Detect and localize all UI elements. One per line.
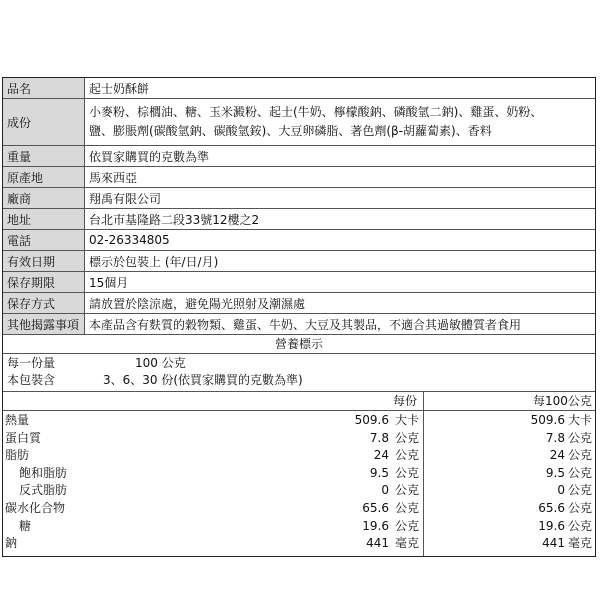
value-product-name: 起士奶酥餅	[89, 81, 150, 96]
nutrition-row	[3, 430, 595, 448]
nutrient-unit-per-serving: 公克	[395, 448, 420, 463]
nutrition-row	[3, 447, 595, 465]
nutrition-title: 營養標示	[3, 335, 595, 354]
label-storage: 保存方式	[3, 293, 85, 313]
nutrient-unit-per-serving: 公克	[395, 465, 420, 480]
nutrient-name: 鈉	[5, 536, 18, 551]
nutrition-row	[3, 482, 595, 500]
row-origin	[3, 167, 595, 188]
servings-per-pack-value: 3、6、30 份(依買家購買的克數為準)	[103, 373, 303, 387]
nutrient-unit-per-100g: 公克	[568, 500, 593, 515]
row-shelf-life	[3, 272, 595, 293]
label-expiry-date: 有效日期	[3, 251, 85, 271]
nutrient-value-per-serving: 441	[366, 536, 389, 551]
row-expiry-date	[3, 251, 595, 272]
value-address: 台北市基隆路二段33號12樓之2	[89, 212, 260, 227]
nutrient-value-per-100g: 19.6	[538, 518, 565, 533]
label-address: 地址	[3, 209, 85, 229]
nutrient-name: 熱量	[5, 413, 30, 427]
value-other-disclosure: 本產品含有麩質的穀物類、雞蛋、牛奶、大豆及其製品，不適合其過敏體質者食用	[89, 317, 522, 332]
label-shelf-life: 保存期限	[3, 272, 85, 292]
value-origin: 馬來西亞	[89, 170, 138, 185]
value-phone: 02-26334805	[89, 233, 170, 247]
value-storage: 請放置於陰涼處，避免陽光照射及潮濕處	[89, 296, 306, 311]
nutrient-name: 飽和脂肪	[19, 465, 68, 480]
row-phone	[3, 230, 595, 251]
nutrient-unit-per-serving: 公克	[395, 483, 420, 498]
nutrient-unit-per-100g: 大卡	[568, 413, 593, 427]
nutrient-name: 糖	[19, 518, 32, 533]
value-expiry-date: 標示於包裝上 (年/日/月)	[89, 254, 219, 269]
nutrient-value-per-serving: 0	[381, 483, 389, 498]
nutrient-unit-per-100g: 公克	[568, 465, 593, 480]
nutrition-row	[3, 412, 595, 430]
servings-per-pack-label: 本包裝含	[7, 373, 56, 387]
nutrient-unit-per-serving: 大卡	[395, 413, 420, 427]
nutrition-row	[3, 465, 595, 483]
nutrient-value-per-serving: 509.6	[354, 413, 389, 427]
nutrition-row	[3, 518, 595, 536]
label-phone: 電話	[3, 230, 85, 250]
nutrient-name: 碳水化合物	[5, 500, 66, 515]
nutrient-unit-per-100g: 公克	[568, 448, 593, 463]
value-shelf-life: 15個月	[89, 275, 129, 290]
serving-size-label: 每一份量	[7, 356, 56, 370]
nutrient-value-per-100g: 9.5	[545, 465, 565, 480]
nutrient-unit-per-serving: 公克	[395, 430, 420, 445]
serving-info	[3, 354, 595, 392]
nutrition-row	[3, 535, 595, 553]
value-manufacturer: 翔禹有限公司	[89, 191, 162, 206]
nutrient-unit-per-100g: 毫克	[568, 536, 593, 551]
nutrient-value-per-100g: 65.6	[538, 500, 565, 515]
ingredients-line-1: 小麥粉、棕櫚油、糖、玉米澱粉、起士(牛奶、檸檬酸鈉、磷酸氫二鈉)、雞蛋、奶粉、	[89, 105, 543, 119]
nutrient-name: 蛋白質	[5, 430, 42, 445]
label-product-name: 品名	[3, 78, 85, 98]
row-storage	[3, 293, 595, 314]
nutrient-value-per-serving: 65.6	[362, 500, 389, 515]
value-ingredients	[85, 99, 595, 145]
ingredients-line-2: 鹽、膨脹劑(碳酸氫鈉、碳酸氫銨)、大豆卵磷脂、著色劑(β-胡蘿蔔素)、香料	[89, 124, 492, 138]
nutrient-unit-per-serving: 毫克	[395, 536, 420, 551]
nutrient-value-per-100g: 7.8	[545, 430, 565, 445]
nutrient-value-per-100g: 441	[542, 536, 565, 551]
nutrient-unit-per-serving: 公克	[395, 518, 420, 533]
label-manufacturer: 廠商	[3, 188, 85, 208]
label-ingredients: 成份	[3, 99, 85, 145]
nutrition-rows	[3, 411, 595, 556]
nutrient-value-per-serving: 9.5	[369, 465, 389, 480]
nutrient-value-per-serving: 19.6	[362, 518, 389, 533]
row-address	[3, 209, 595, 230]
nutrient-value-per-100g: 509.6	[530, 413, 565, 427]
nutrient-value-per-100g: 24	[549, 448, 565, 463]
row-weight	[3, 146, 595, 167]
nutrient-unit-per-100g: 公克	[568, 483, 593, 498]
product-label-table	[2, 77, 596, 557]
header-per-serving: 每份	[393, 394, 418, 408]
row-other-disclosure	[3, 314, 595, 335]
nutrient-unit-per-100g: 公克	[568, 430, 593, 445]
serving-size-value: 100 公克	[135, 356, 186, 370]
nutrient-value-per-serving: 7.8	[369, 430, 389, 445]
nutrient-value-per-serving: 24	[373, 448, 389, 463]
label-other-disclosure: 其他揭露事項	[3, 314, 85, 334]
row-manufacturer	[3, 188, 595, 209]
column-divider	[423, 392, 424, 410]
label-origin: 原產地	[3, 167, 85, 187]
nutrient-name: 反式脂肪	[19, 483, 68, 498]
nutrition-column-header	[3, 392, 595, 411]
nutrition-row	[3, 500, 595, 518]
label-weight: 重量	[3, 146, 85, 166]
row-product-name	[3, 78, 595, 99]
nutrient-value-per-100g: 0	[557, 483, 565, 498]
nutrient-unit-per-serving: 公克	[395, 500, 420, 515]
row-ingredients	[3, 99, 595, 146]
value-weight: 依買家購買的克數為準	[89, 149, 210, 164]
nutrient-unit-per-100g: 公克	[568, 518, 593, 533]
header-per-100g: 每100公克	[533, 394, 592, 408]
nutrient-name: 脂肪	[5, 448, 30, 463]
